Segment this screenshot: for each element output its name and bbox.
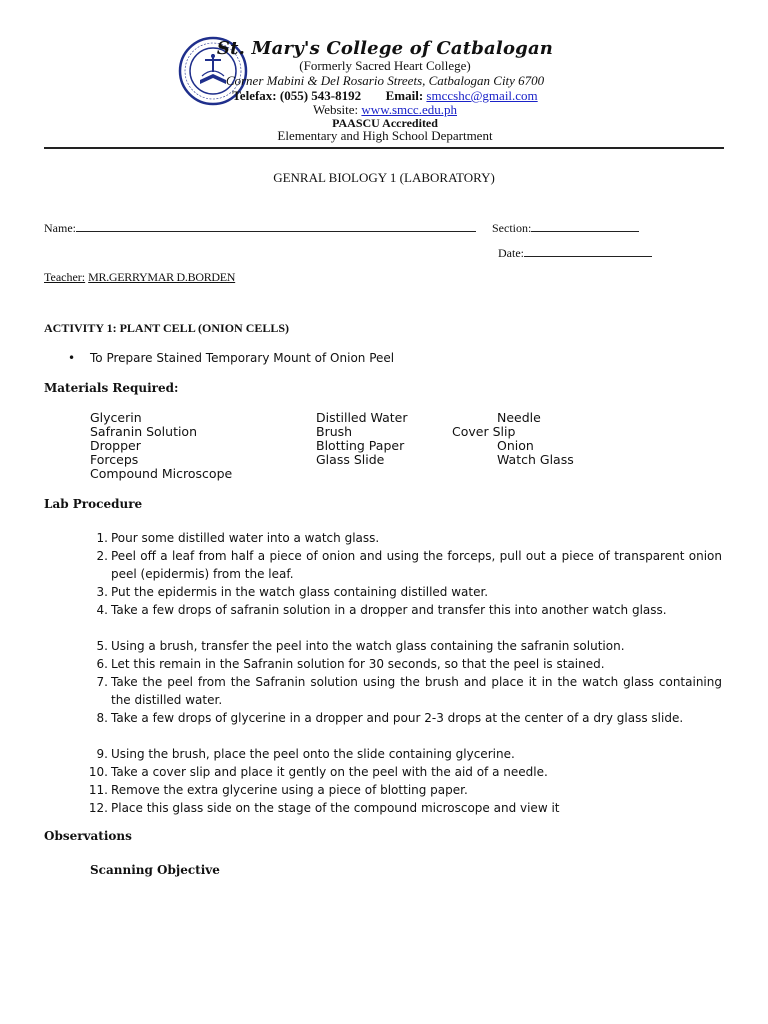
material-item: Glycerin <box>90 410 142 425</box>
teacher-field <box>44 270 235 285</box>
name-blank[interactable] <box>76 220 476 232</box>
step-text: Peel off a leaf from half a piece of onion and using the forceps, pull out a piece of transparent onion peel (epidermis) from the leaf. <box>111 549 722 581</box>
material-item: Needle <box>497 410 541 425</box>
material-item: Compound Microscope <box>90 466 233 481</box>
material-item: Distilled Water <box>316 410 408 425</box>
teacher-label: Teacher: <box>44 270 86 284</box>
procedure-step <box>86 781 722 799</box>
step-number: 7. <box>96 675 108 689</box>
material-item: Watch Glass <box>497 452 574 467</box>
step-number: 9. <box>96 747 108 761</box>
observations-heading: Observations <box>44 829 132 843</box>
procedure-step <box>86 709 722 727</box>
procedure-step <box>86 799 722 817</box>
step-text: Put the epidermis in the watch glass containing distilled water. <box>111 585 489 599</box>
school-name: St. Mary's College of Catbalogan <box>216 38 554 59</box>
section-label: Section: <box>492 221 532 235</box>
step-number: 12. <box>88 801 108 815</box>
school-address: Corner Mabini & Del Rosario Streets, Catbalogan City 6700 <box>225 73 545 88</box>
procedure-step <box>86 655 722 673</box>
material-item: Glass Slide <box>316 452 385 467</box>
activity-title: ACTIVITY 1: PLANT CELL (ONION CELLS) <box>44 321 290 335</box>
step-number: 5. <box>96 639 108 653</box>
procedure-heading: Lab Procedure <box>44 497 143 511</box>
name-label: Name: <box>44 221 76 235</box>
procedure-step <box>86 529 722 547</box>
step-text: Take a few drops of glycerine in a dropper and pour 2-3 drops at the center of a dry glass slide. <box>111 711 684 725</box>
step-number: 6. <box>96 657 108 671</box>
header-divider <box>44 147 724 149</box>
step-text: Take the peel from the Safranin solution using the brush and place it in the watch glass containing the distilled water. <box>111 675 722 707</box>
step-number: 10. <box>88 765 108 779</box>
step-text: Take a few drops of safranin solution in a dropper and transfer this into another watch glass. <box>111 603 667 617</box>
material-item: Cover Slip <box>452 424 516 439</box>
step-number: 4. <box>96 603 108 617</box>
step-number: 3. <box>96 585 108 599</box>
bullet-icon: • <box>68 351 76 365</box>
date-blank[interactable] <box>524 245 652 257</box>
website-link[interactable]: www.smcc.edu.ph <box>361 102 457 117</box>
email-link[interactable]: smccshc@gmail.com <box>426 88 538 103</box>
step-number: 8. <box>96 711 108 725</box>
procedure-step <box>86 673 722 709</box>
procedure-step <box>86 601 722 619</box>
material-item: Dropper <box>90 438 141 453</box>
step-text: Using a brush, transfer the peel into the watch glass containing the safranin solution. <box>111 639 625 653</box>
step-text: Take a cover slip and place it gently on the peel with the aid of a needle. <box>111 765 548 779</box>
date-field[interactable] <box>498 245 652 261</box>
step-number: 2. <box>96 549 108 563</box>
section-blank[interactable] <box>531 220 639 232</box>
telefax: Telefax: (055) 543-8192 <box>232 88 362 103</box>
material-item: Safranin Solution <box>90 424 198 439</box>
material-item: Onion <box>497 438 534 453</box>
procedure-step <box>86 547 722 583</box>
step-text: Using the brush, place the peel onto the slide containing glycerine. <box>111 747 515 761</box>
step-text: Pour some distilled water into a watch glass. <box>111 531 380 545</box>
step-number: 11. <box>88 783 108 797</box>
objective-item <box>68 351 394 365</box>
date-label: Date: <box>498 246 524 260</box>
material-item: Brush <box>316 424 353 439</box>
former-name: (Formerly Sacred Heart College) <box>299 58 471 73</box>
scanning-objective-heading: Scanning Objective <box>90 863 220 877</box>
material-item: Forceps <box>90 452 139 467</box>
name-field[interactable] <box>44 220 476 236</box>
department: Elementary and High School Department <box>277 128 493 143</box>
step-number: 1. <box>96 531 108 545</box>
procedure-step <box>86 763 722 781</box>
step-text: Let this remain in the Safranin solution for 30 seconds, so that the peel is stained. <box>111 657 605 671</box>
teacher-name: MR.GERRYMAR D.BORDEN <box>88 270 236 284</box>
procedure-step <box>86 745 722 763</box>
material-item: Blotting Paper <box>316 438 405 453</box>
section-field[interactable] <box>492 220 639 236</box>
objective-text: To Prepare Stained Temporary Mount of Onion Peel <box>90 351 395 365</box>
accreditation: PAASCU Accredited <box>332 116 438 130</box>
procedure-step <box>86 637 722 655</box>
document-title: GENRAL BIOLOGY 1 (LABORATORY) <box>273 170 495 185</box>
step-text: Place this glass side on the stage of the compound microscope and view it <box>111 801 560 815</box>
website-label: Website: <box>313 102 359 117</box>
materials-heading: Materials Required: <box>44 381 179 395</box>
procedure-step <box>86 583 722 601</box>
email-label: Email: <box>385 88 424 103</box>
step-text: Remove the extra glycerine using a piece of blotting paper. <box>111 783 468 797</box>
